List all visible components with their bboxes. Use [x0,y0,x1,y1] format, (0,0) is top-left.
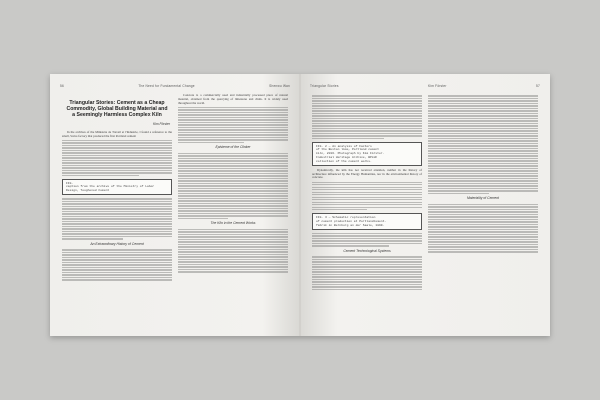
right-column-2 [428,94,538,254]
figure-3-line: fabrik in Bernburg an der Saale, 1899. [316,223,385,227]
figure-2-line: collection of the cement works. [316,159,372,163]
body-text-block [178,153,288,219]
body-text-block [62,198,172,239]
subhead-episteme: Episteme of the Clinker [215,145,251,149]
body-text-block [178,107,288,143]
left-page [50,74,300,336]
figure-3-line: FIG. 3 — Schematic representation [316,215,376,219]
left-running-head-center: The Need for Fundamental Change [138,84,195,88]
body-text-block [312,233,422,247]
right-page [300,74,550,336]
body-text-block [312,182,422,211]
body-text-block [312,256,422,290]
body-text-block [428,95,538,194]
figure-1-line: FIG. [66,181,74,185]
figure-2-line: kiln, 2016. Photograph by Kim Förster. [316,152,385,156]
left-column-2 [178,94,288,274]
body-paragraph: Concrete is a commercially used and industrially processed piece of natural material, obtained from the quarrying of limestone and chalk. It is widely used throughout the world. [178,93,288,105]
figure-3-box [312,213,422,229]
left-running-head-right: Shenwu Wan [269,84,290,88]
figure-2-line: FIG. 2 — An analysis of Factors [316,144,372,148]
figure-3-line: of cement production at Portlandzement- [316,219,387,223]
right-folio: 57 [536,84,540,88]
body-text-block [312,95,422,139]
figure-1-line: Design, Toughened Cement [66,189,110,193]
figure-2-line: Industrial Heritage Archive, BPLHC [316,155,378,159]
subhead-materiality: Materiality of Cement [466,196,500,200]
subhead-kiln: The Kiln in the Cement Works [210,221,256,225]
subhead-history: An Extraordinary History of Cement [90,241,144,246]
open-book [50,74,550,336]
right-running-head [310,84,540,90]
right-running-head-left: Triangular Stories [310,84,339,88]
body-text-block [428,204,538,253]
right-running-head-right: Kim Förster [428,84,447,88]
figure-2-box [312,142,422,166]
left-running-head [60,84,290,90]
chapter-author: Kim Förster [152,122,170,126]
right-column-1 [312,94,422,291]
figure-1-box [62,179,172,195]
body-text-block [178,229,288,273]
body-paragraph: Dynamically, the kiln has not received attention, neither in the history of architecture influenced by the Energy Humanities, nor in the environmental history of concrete. [312,167,422,180]
book-gutter [299,74,301,336]
chapter-title: Triangular Stories: Cement as a Cheap Commodity, Global Building Material and a Seemingly Harmless Complex Kiln [66,100,168,118]
figure-2-line: of the Buxton lime, Portland cement [316,148,380,152]
body-text-block [62,140,172,176]
intro-paragraph: In the archives of the Ministère de Travail et l'Industrie, I found a reference to the small, Swiss factory that produced the first Portland cement [62,129,172,138]
left-column-1 [62,94,172,282]
figure-1-line: caption from the archive of the Ministry of Labor [66,185,155,189]
left-folio: 56 [60,84,64,88]
subhead-systems: Cement Technological Systems [343,248,391,253]
body-text-block [62,249,172,280]
